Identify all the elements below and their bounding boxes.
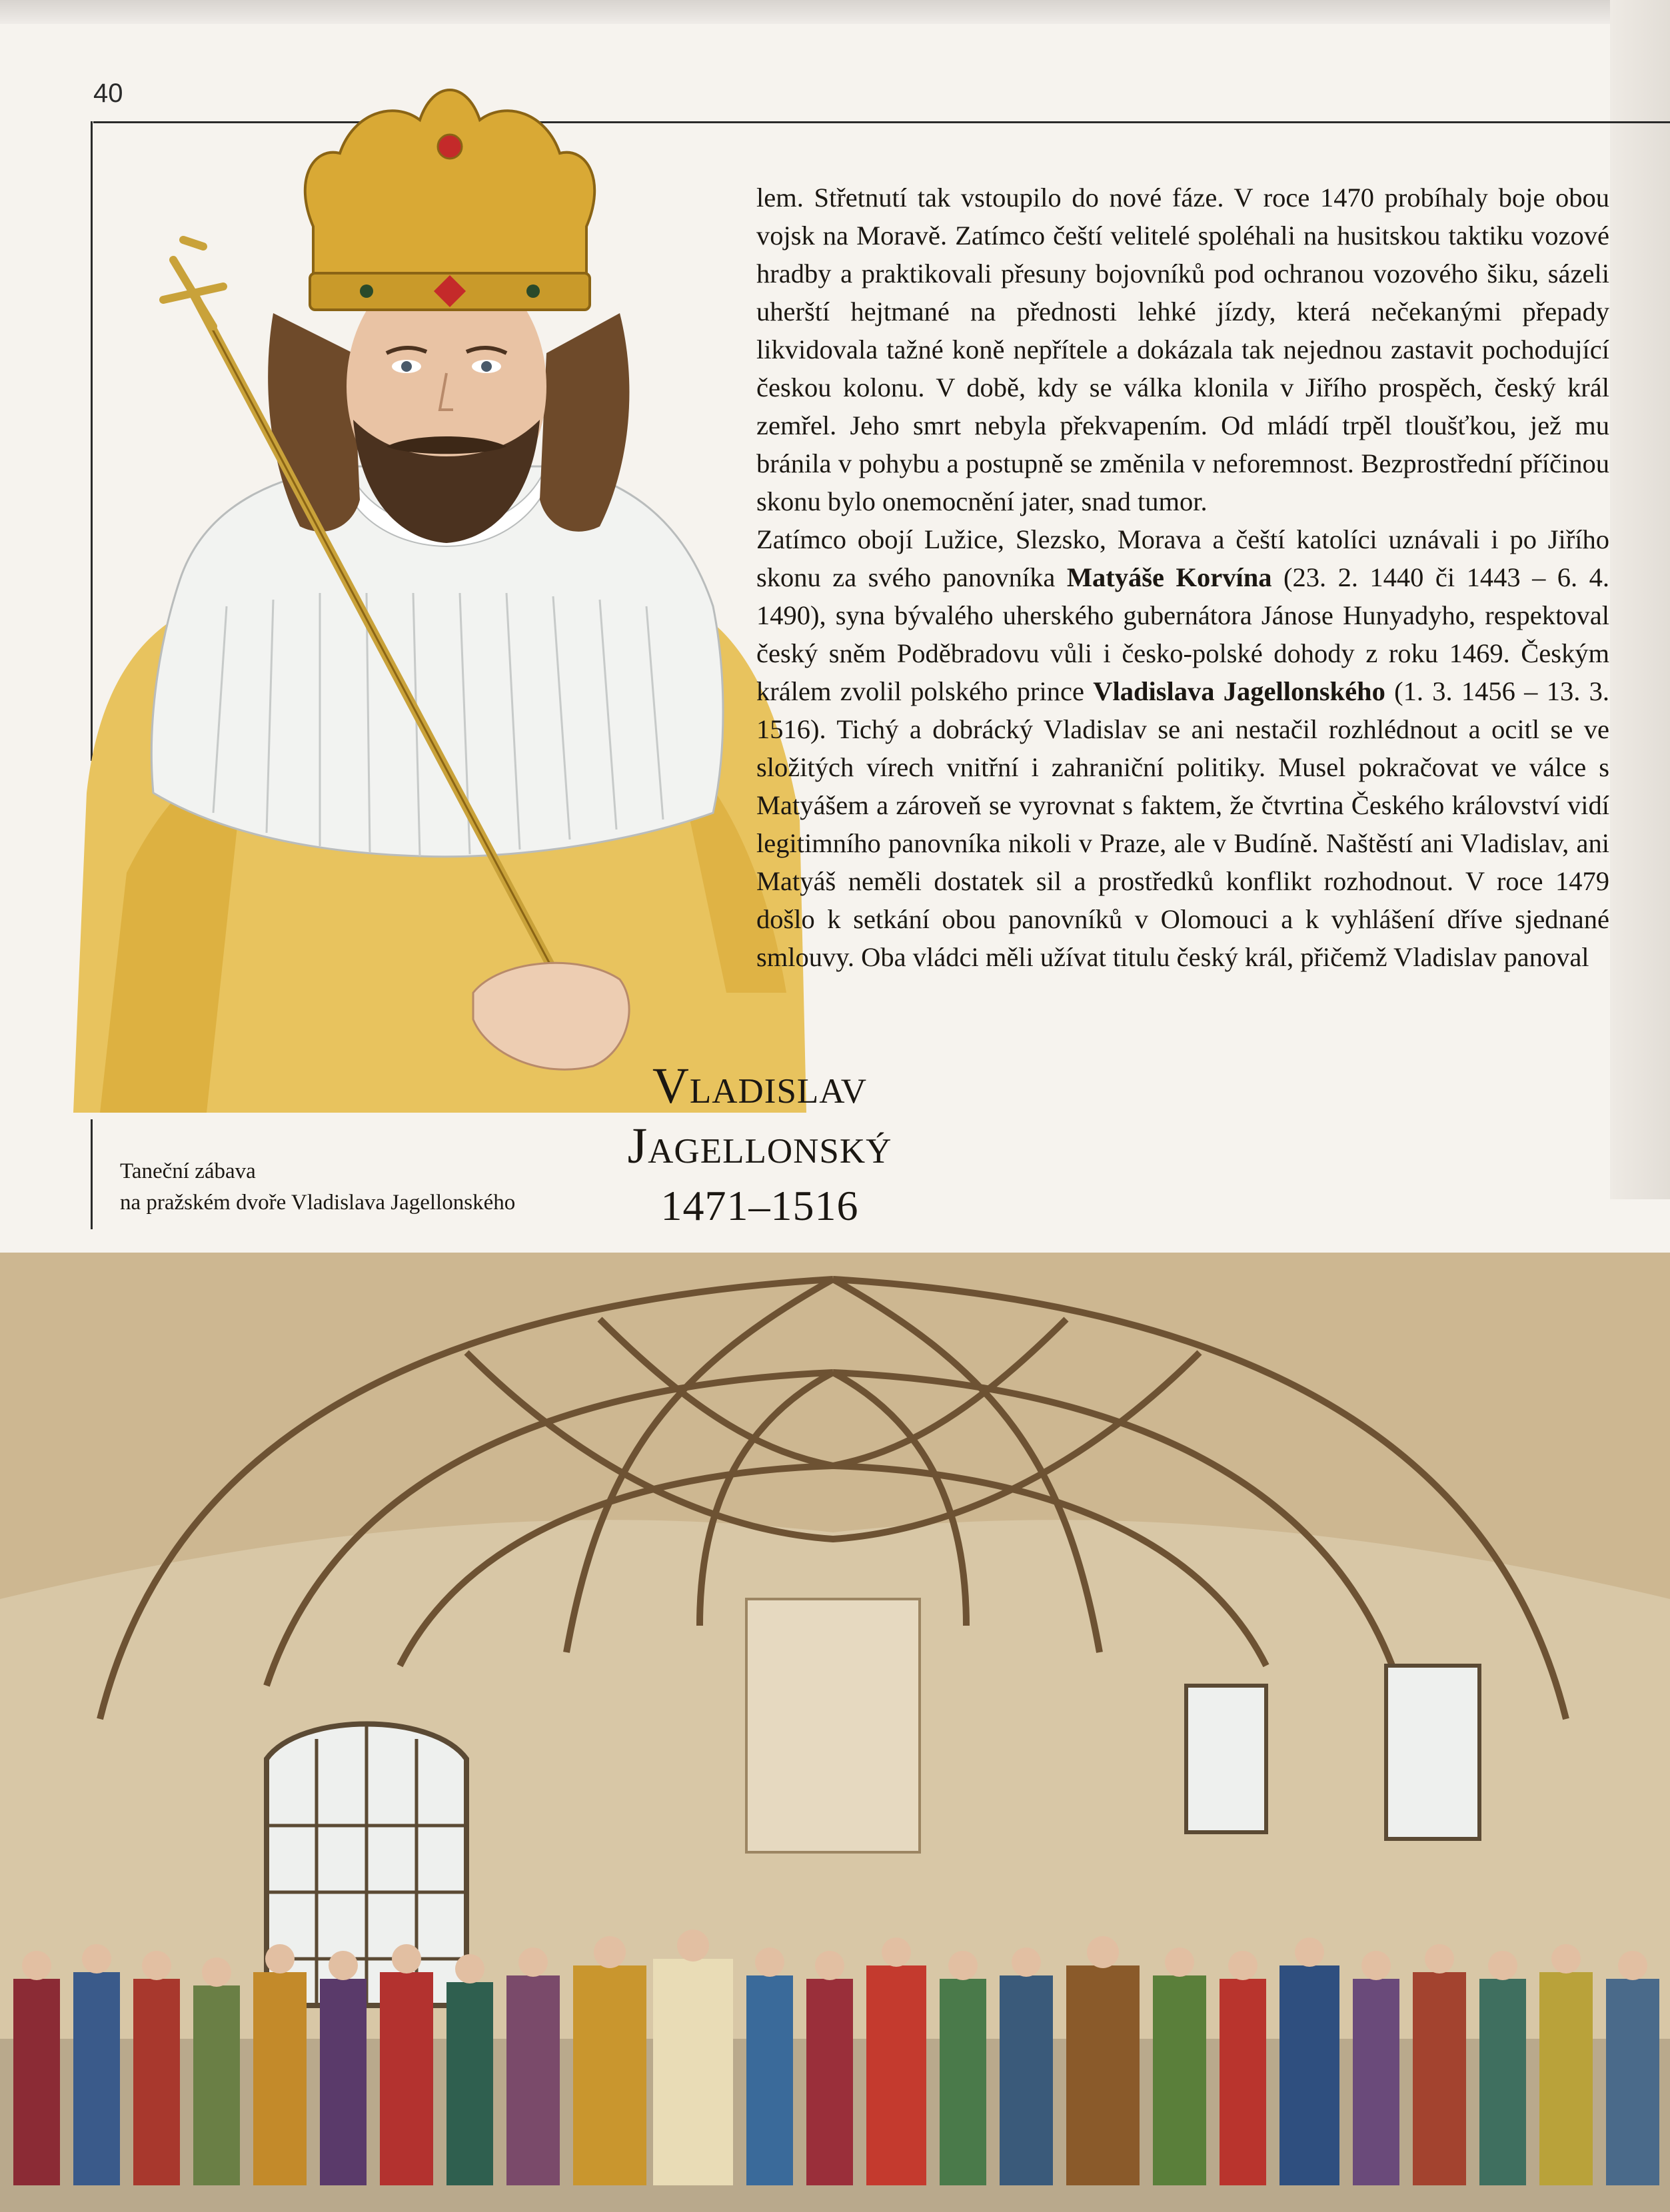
page-scan-top-edge xyxy=(0,0,1670,24)
paragraph-2-start: Zatímco obojí Lužice, Slezsko, Morava a čeští katolíci uznávali i po Jiřího skonu za svého panovníka xyxy=(756,524,1609,592)
page-number: 40 xyxy=(93,79,123,108)
caption-rule xyxy=(91,1119,93,1229)
page-scan-right-edge xyxy=(1610,0,1670,1199)
vladislav-hall-illustration xyxy=(0,1253,1670,2212)
caption-line-2: na pražském dvoře Vladislava Jagellonského xyxy=(120,1191,516,1215)
king-portrait-illustration xyxy=(73,73,813,1113)
paragraph-2-mid: (23. 2. 1440 či 1443 – 6. 4. 1490), syna bývalého uherského gubernátora Jánose Hunyadyho, respektoval český sněm Poděbradovu vůli i česko-polské dohody z roku 1469. Českým králem zvolil polského prince xyxy=(756,562,1610,706)
ruler-title xyxy=(603,1056,916,1236)
main-article-text xyxy=(756,179,1609,976)
vladislav-name: Vladislava Jagellonského xyxy=(1093,676,1385,706)
paragraph-1: lem. Střetnutí tak vstoupilo do nové fáze. V roce 1470 probíhaly boje obou vojsk na Moravě. Zatímco čeští velitelé spoléhali na husitskou taktiku vozové hradby a praktikovali přesuny bojovníků pod ochranou vozového šiku, sázeli uherští hejtmané na přednosti lehké jízdy, která nečekanými přepady likvidovala tažné koně nepřítele a dokázala tak nejednou zastavit pochodující českou kolonu. V době, kdy se válka klonila v Jiřího prospěch, český král zemřel. Jeho smrt nebyla překvapením. Od mládí trpěl tloušťkou, jež mu bránila v pohybu a postupně se změnila v neforemnost. Bezprostřední příčinou skonu bylo onemocnění jater, snad tumor. xyxy=(756,183,1609,516)
paragraph-2 xyxy=(756,520,1609,976)
title-line-2: Jagellonský xyxy=(627,1118,892,1174)
title-line-1: Vladislav xyxy=(652,1058,868,1114)
paragraph-2-end: (1. 3. 1456 – 13. 3. 1516). Tichý a dobrácký Vladislav se ani nestačil rozhlédnout a ocitl se ve složitých vírech vnitřní i zahraniční politiky. Musel pokračovat ve válce s Matyášem a zároveň se vyrovnat s faktem, že čtvrtina Českého království vidí legitimního panovníka nikoli v Praze, ale v Budíně. Naštěstí ani Vladislav, ani Matyáš neměli dostatek sil a prostředků konflikt rozhodnout. V roce 1479 došlo k setkání obou panovníků v Olomouci a k vyhlášení dříve sjednané smlouvy. Oba vládci měli užívat titulu český král, přičemž Vladislav panoval xyxy=(756,676,1609,972)
caption-line-1: Taneční zábava xyxy=(120,1159,256,1183)
matyas-korvin-name: Matyáše Korvína xyxy=(1066,562,1272,592)
reign-years: 1471–1516 xyxy=(660,1182,859,1229)
illustration-caption xyxy=(120,1156,600,1219)
